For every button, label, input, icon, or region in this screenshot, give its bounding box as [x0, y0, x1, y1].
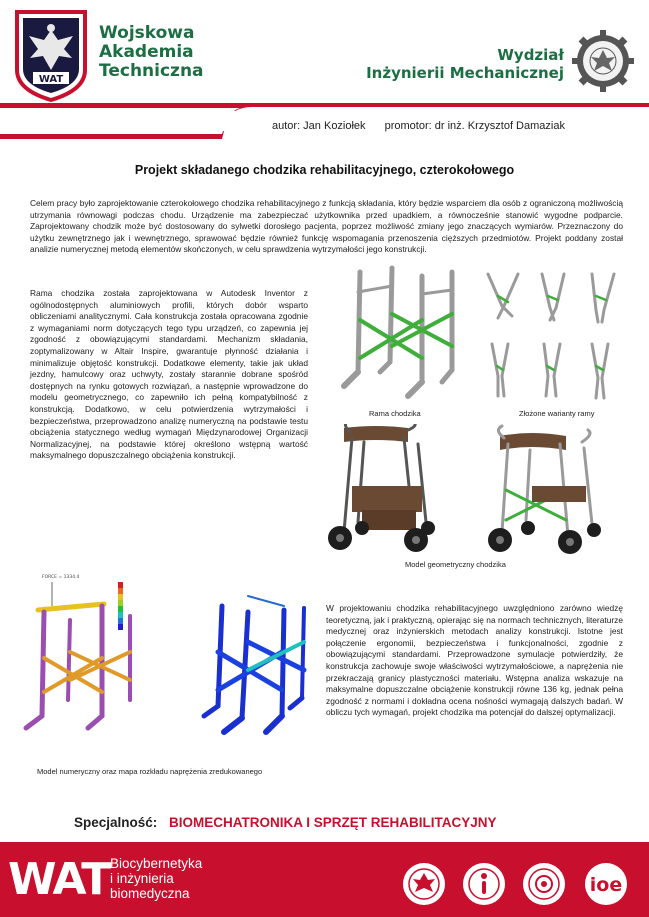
seal-logo-3 [523, 863, 565, 905]
geometric-model-figure [322, 424, 622, 558]
caption-variants: Złożone warianty ramy [519, 409, 595, 418]
header [0, 0, 649, 105]
university-line-3: Techniczna [99, 61, 204, 81]
ioe-text: ioe [589, 874, 623, 896]
credits [272, 120, 565, 132]
university-line-2: Akademia [99, 42, 194, 62]
faculty-name [366, 46, 564, 82]
seal-logo-2 [463, 863, 505, 905]
specialty [74, 815, 497, 830]
wat-eagle-logo [11, 6, 91, 102]
promotor: promotor: dr inż. Krzysztof Damaziak [384, 120, 565, 132]
faculty-line-2: Inżynierii Mechanicznej [366, 64, 564, 82]
logo-text: WAT [38, 74, 64, 85]
intro-paragraph: Celem pracy było zaprojektowanie czterokołowego chodzika rehabilitacyjnego z funkcją składania, który będzie wsparciem dla osób z ograniczoną możliwością utrzymania równowagi podczas chodu. Urządzenie ma zabezpieczać użytkownika przed upadkiem, a równocześnie stanowić wygodne podparcie. Zaprojektowany chodzik może być dostosowany do sylwetki dorosłego pacjenta, poprzez możliwość zmiany jego znaczących wymiarów. Przeznaczony do użytku zewnętrznego jak i wewnętrznego, sprawować będzie również funkcję wspomagania przenoszenia cięższych przedmiotów. Projekt poddany został analizie numerycznej metodą elementów skończonych, w celu sprawdzenia wytrzymałości jego konstrukcji. [30, 198, 623, 255]
ioe-logo [585, 863, 627, 905]
program-line-3: biomedyczna [110, 886, 190, 901]
caption-frame: Rama chodzika [369, 409, 421, 418]
program-name [110, 856, 202, 901]
program-line-2: i inżynieria [110, 871, 174, 886]
left-column-text: Rama chodzika została zaprojektowana w Autodesk Inventor z ogólnodostępnych aluminiowych profili, których dobór wsparto obliczeniami analitycznymi. Cała konstrukcja została opracowana zgodnie z wymaganiami norm dotyczących tego typu urządzeń, co zapewnia jej zgodność z obowiązującymi standardami. Mechanizm składania, zoptymalizowany w Altair Inspire, gwarantuje płynność działania i minimalizuje objętość konstrukcji. Dodatkowe elementy, takie jak układ jezdny, hamulcowy oraz uchwyty, zostały starannie dobrane spośród dostępnych na rynku gotowych rozwiązań, a następnie wprowadzone do modelu geometrycznego, co zapewniło ich pełną kompatybilność z konstrukcją. Dodatkowo, w celu potwierdzenia wytrzymałości i bezpieczeństwa, przeprowadzono analizę numeryczną na podstawie testu obciążenia statycznego według wymagań Międzynarodowej Organizacji Normalizacyjnej, na podstawie której określono wstępną wartość maksymalnego dopuszczalnego obciążenia konstrukcji. [30, 288, 308, 461]
numerical-model-figure [12, 566, 312, 762]
university-name [99, 24, 204, 81]
footer [0, 842, 649, 917]
folded-variants-figure [484, 266, 624, 406]
right-column-text: W projektowaniu chodzika rehabilitacyjnego uwzględniono zarówno wiedzę teoretyczną, jak i praktyczną, opierając się na normach technicznych, literaturze medycznej oraz inżynierskich metodach analizy konstrukcji. Istotne jest połączenie ergonomii, bezpieczeństwa i funkcjonalności, zgodnie z obowiązującymi standardami. Przeprowadzone symulacje potwierdziły, że konstrukcja zachowuje swoje właściwości wytrzymałościowe, a naprężenia nie przekraczają granicy plastyczności materiału. Wstępna analiza wskazuje na maksymalne dopuszczalne obciążenie konstrukcji równe 136 kg, jednak pełna zgodność z normami i dokładna ocena nośności wymagają dalszych badań. W obliczu tych wymagań, projekt chodzika ma potencjał do dalszej optymalizacji. [326, 603, 623, 718]
poster-title: Projekt składanego chodzika rehabilitacyjnego, czterokołowego [134, 163, 515, 177]
university-line-1: Wojskowa [99, 23, 195, 43]
partner-logos [402, 858, 642, 910]
seal-logo-1 [403, 863, 445, 905]
author: autor: Jan Koziołek [272, 120, 366, 132]
specialty-value: BIOMECHATRONIKA I SPRZĘT REHABILITACYJNY [169, 815, 497, 830]
program-line-1: Biocybernetyka [110, 856, 203, 871]
force-label: FORCE = 1334.4 [42, 575, 80, 580]
caption-numerical: Model numeryczny oraz mapa rozkładu naprężenia zredukowanego [37, 767, 263, 776]
caption-geometric: Model geometryczny chodzika [405, 560, 506, 569]
faculty-gear-logo [572, 30, 634, 92]
specialty-label: Specjalność: [74, 815, 158, 830]
footer-wat-logo: WAT [8, 854, 110, 905]
faculty-line-1: Wydział [497, 46, 564, 64]
frame-figure [330, 262, 472, 402]
